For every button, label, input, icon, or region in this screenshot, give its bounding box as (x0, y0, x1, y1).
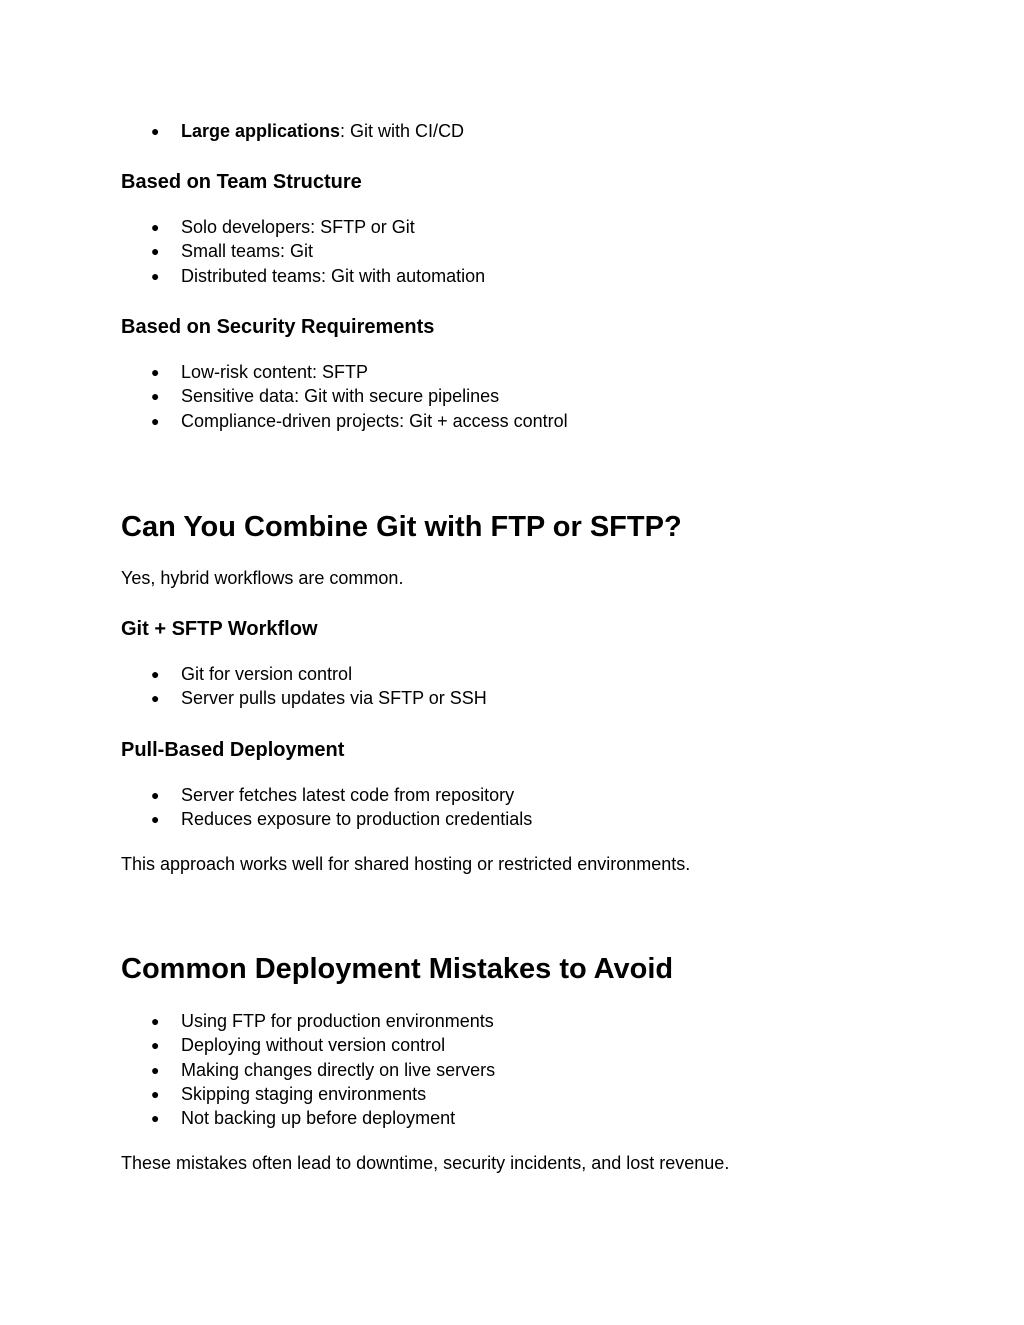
bullet-icon: ● (151, 690, 160, 707)
workflow-list (121, 662, 487, 711)
list-item-text: Reduces exposure to production credentials (181, 809, 533, 830)
list-item (121, 1033, 495, 1057)
list-item (121, 686, 487, 710)
list-item-text: Solo developers: SFTP or Git (181, 217, 415, 237)
bullet-icon: ● (151, 1085, 160, 1102)
bullet-icon: ● (151, 787, 160, 803)
list-item-text: Distributed teams: Git with automation (181, 265, 486, 286)
bullet-icon: ● (151, 666, 160, 682)
list-item-text: Skipping staging environments (181, 1083, 427, 1104)
list-item-bold: Large applications (181, 121, 341, 141)
list-item (121, 360, 568, 384)
security-list (121, 360, 568, 433)
bullet-icon: ● (151, 811, 160, 828)
combine-heading: Can You Combine Git with FTP or SFTP? (121, 511, 682, 543)
list-item-text: Git for version control (181, 664, 353, 684)
mistakes-outro: These mistakes often lead to downtime, security incidents, and lost revenue. (121, 1153, 730, 1173)
list-item-text: : Git with CI/CD (340, 121, 465, 141)
list-item-text: Server fetches latest code from repository (181, 785, 515, 805)
bullet-icon: ● (151, 123, 160, 139)
list-item (121, 783, 532, 807)
bullet-icon: ● (151, 364, 160, 380)
list-item-text: Low-risk content: SFTP (181, 362, 369, 382)
list-item-text: Making changes directly on live servers (181, 1059, 496, 1080)
mistakes-heading: Common Deployment Mistakes to Avoid (121, 953, 674, 985)
team-heading: Based on Team Structure (121, 171, 362, 193)
pull-list (121, 783, 532, 832)
list-item (121, 215, 485, 239)
workflow-heading: Git + SFTP Workflow (121, 618, 318, 640)
list-item (121, 119, 464, 143)
bullet-icon: ● (151, 388, 160, 405)
bullet-icon: ● (151, 243, 160, 260)
list-item (121, 1106, 495, 1130)
list-item-text: Using FTP for production environments (181, 1011, 494, 1031)
bullet-icon: ● (151, 1013, 160, 1029)
list-item-text: Not backing up before deployment (181, 1108, 456, 1129)
bullet-icon: ● (151, 267, 160, 284)
app-size-list (121, 119, 464, 143)
list-item (121, 239, 485, 263)
team-list (121, 215, 485, 288)
bullet-icon: ● (151, 219, 160, 235)
list-item-text: Small teams: Git (181, 241, 314, 262)
security-heading: Based on Security Requirements (121, 316, 435, 338)
list-item (121, 264, 485, 288)
bullet-icon: ● (151, 1037, 160, 1054)
list-item-text: Sensitive data: Git with secure pipelines (181, 386, 500, 407)
list-item (121, 1082, 495, 1106)
bullet-icon: ● (151, 1110, 160, 1127)
list-item (121, 409, 568, 433)
list-item (121, 662, 487, 686)
list-item (121, 807, 532, 831)
bullet-icon: ● (151, 412, 160, 429)
list-item-text: Server pulls updates via SFTP or SSH (181, 688, 487, 709)
combine-outro: This approach works well for shared hosting or restricted environments. (121, 854, 691, 874)
list-item (121, 1009, 495, 1033)
list-item (121, 384, 568, 408)
pull-heading: Pull-Based Deployment (121, 739, 345, 761)
bullet-icon: ● (151, 1061, 160, 1078)
mistakes-list (121, 1009, 495, 1130)
list-item (121, 1058, 495, 1082)
combine-intro: Yes, hybrid workflows are common. (121, 568, 404, 588)
list-item-text: Compliance-driven projects: Git + access control (181, 410, 568, 431)
list-item-text: Deploying without version control (181, 1035, 446, 1056)
